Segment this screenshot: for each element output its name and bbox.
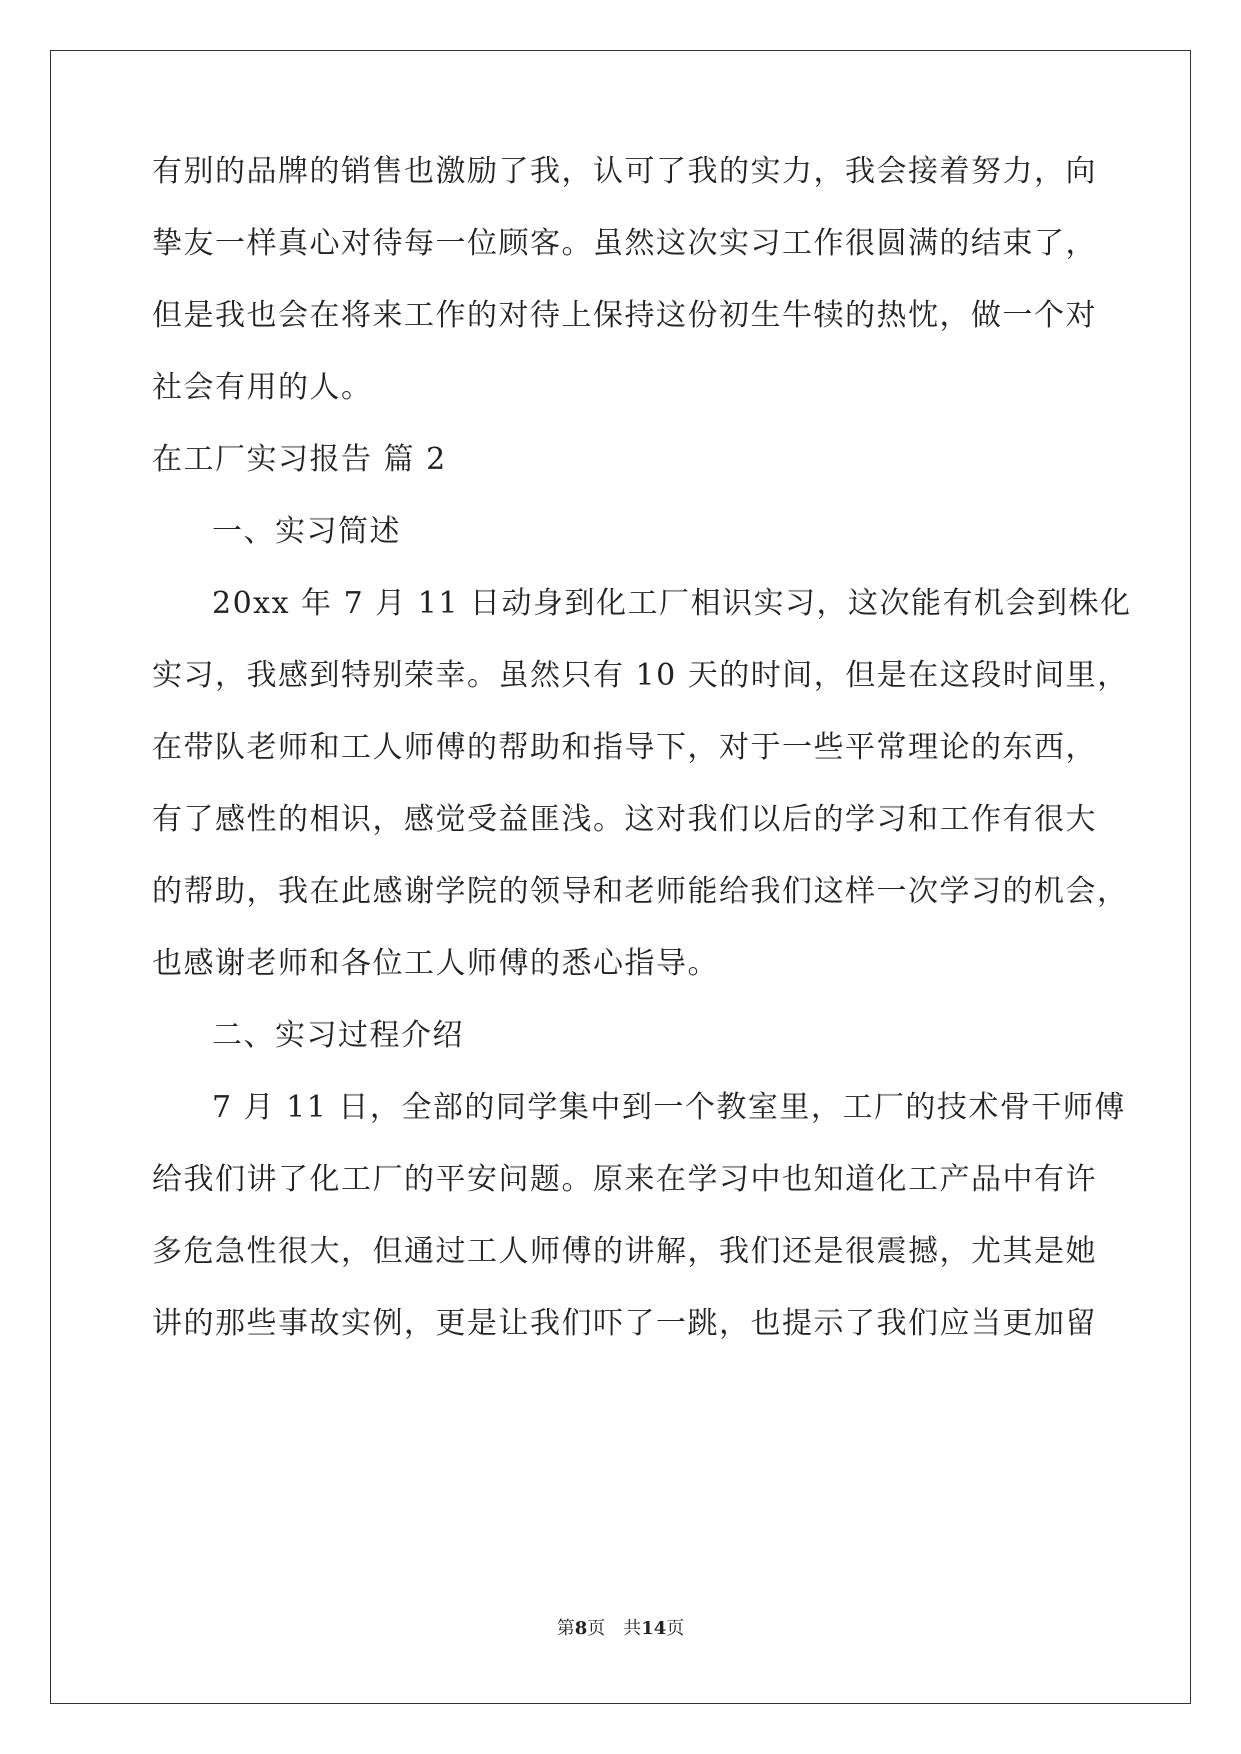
section-heading: 二、实习过程介绍 [212, 1018, 464, 1053]
page-number: 8 [574, 1618, 588, 1639]
paragraph-line: 的帮助，我在此感谢学院的领导和老师能给我们这样一次学习的机会， [152, 874, 1129, 909]
total-prefix: 共 [623, 1618, 642, 1639]
paragraph-line: 有别的品牌的销售也激励了我，认可了我的实力，我会接着努力，向 [152, 154, 1097, 189]
paragraph-line: 20xx 年 7 月 11 日动身到化工厂相识实习，这次能有机会到株化 [212, 586, 1132, 621]
paragraph-line: 也感谢老师和各位工人师傅的悉心指导。 [152, 946, 719, 981]
paragraph-line: 在带队老师和工人师傅的帮助和指导下，对于一些平常理论的东西， [152, 730, 1097, 765]
paragraph-line: 挚友一样真心对待每一位顾客。虽然这次实习工作很圆满的结束了， [152, 226, 1097, 261]
page-suffix: 页 [587, 1618, 606, 1639]
paragraph-line: 讲的那些事故实例，更是让我们吓了一跳，也提示了我们应当更加留 [152, 1306, 1097, 1341]
paragraph-line: 给我们讲了化工厂的平安问题。原来在学习中也知道化工产品中有许 [152, 1162, 1097, 1197]
section-heading: 一、实习简述 [212, 514, 401, 549]
paragraph-line: 7 月 11 日，全部的同学集中到一个教室里，工厂的技术骨干师傅 [212, 1090, 1126, 1125]
page-footer [0, 1617, 1241, 1641]
paragraph-line: 实习，我感到特别荣幸。虽然只有 10 天的时间，但是在这段时间里， [152, 658, 1129, 693]
paragraph-line: 多危急性很大，但通过工人师傅的讲解，我们还是很震撼，尤其是她 [152, 1234, 1097, 1269]
paragraph-line: 有了感性的相识，感觉受益匪浅。这对我们以后的学习和工作有很大 [152, 802, 1097, 837]
page-total: 14 [641, 1618, 667, 1639]
paragraph-line: 社会有用的人。 [152, 370, 373, 405]
section-title: 在工厂实习报告 篇 2 [152, 442, 447, 477]
paragraph-line: 但是我也会在将来工作的对待上保持这份初生牛犊的热忱，做一个对 [152, 298, 1097, 333]
page-prefix: 第 [556, 1618, 575, 1639]
total-suffix: 页 [666, 1618, 685, 1639]
